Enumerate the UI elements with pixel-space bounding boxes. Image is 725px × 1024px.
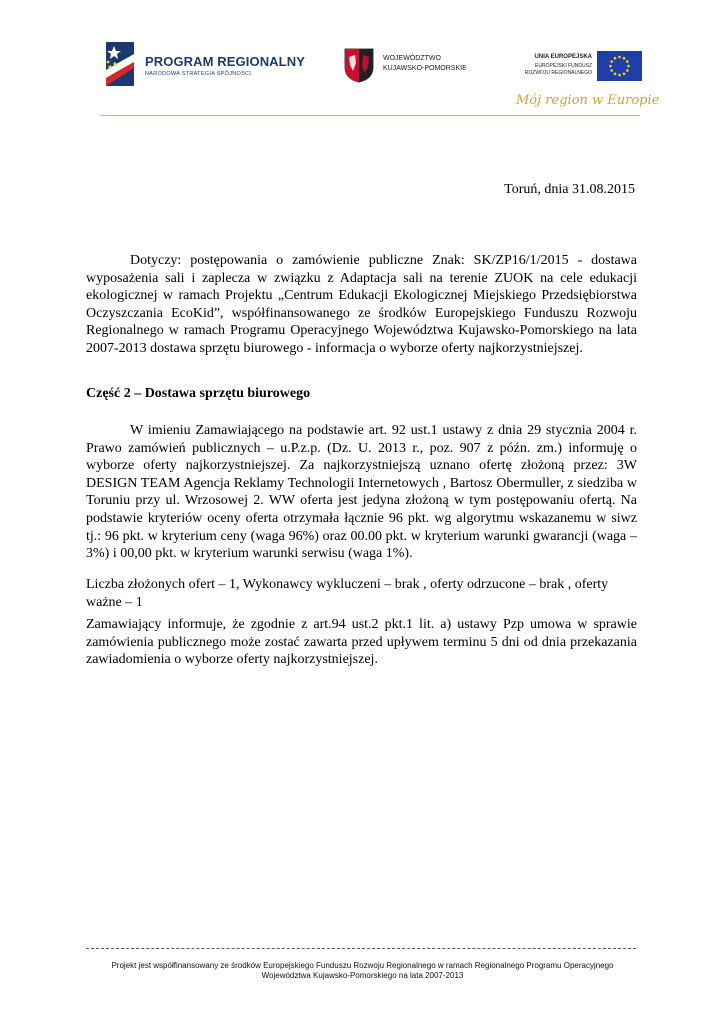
program-regionalny-logo xyxy=(100,40,305,90)
eu-fund-label-2: ROZWOJU REGIONALNEGO xyxy=(524,70,592,76)
subject-paragraph: Dotyczy: postępowania o zamówienie publiczne Znak: SK/ZP16/1/2015 - dostawa wyposażenia sali i zaplecza w związku z Adaptacja sali na terenie ZUOK na cele edukacji ekologicznej w ramach Projektu „Centrum Edukacji Ekologicznej Miejskiego Przedsiębiorstwa Oczyszczania EcoKid”, współfinansowanego ze środków Europejskiego Funduszu Rozwoju Regionalnego w ramach Programu Operacyjnego Województwa Kujawsko-Pomorskiego na lata 2007-2013 dostawa sprzętu biurowego - informacja o wyborze oferty najkorzystniejszej. xyxy=(86,253,637,356)
wojewodztwo-logo xyxy=(343,47,483,83)
motto-text: Mój region w Europie xyxy=(516,93,660,108)
kujawsko-pomorskie-crest-icon xyxy=(343,47,375,83)
section-heading: Część 2 – Dostawa sprzętu biurowego xyxy=(86,386,311,401)
footer-divider xyxy=(86,948,636,949)
kujawsko-pomorskie-label: KUJAWSKO-POMORSKIE xyxy=(383,65,467,72)
program-regionalny-subtitle: NARODOWA STRATEGIA SPÓJNOŚCI xyxy=(145,71,252,77)
program-regionalny-title: PROGRAM REGIONALNY xyxy=(145,54,305,69)
footer-line-1: Projekt jest współfinansowany ze środków Europejskiego Funduszu Rozwoju Regionalnego w ramach Regionalnego Programu Operacyjnego xyxy=(111,961,614,970)
program-regionalny-emblem-icon xyxy=(100,40,140,88)
document-date: Toruń, dnia 31.08.2015 xyxy=(504,182,635,197)
footer-note xyxy=(80,961,645,981)
eu-fund-label: EUROPEJSKI FUNDUSZ xyxy=(535,63,592,69)
eu-flag-icon xyxy=(597,51,642,81)
eu-label: UNIA EUROPEJSKA xyxy=(534,54,592,60)
eu-logo xyxy=(512,49,642,83)
header-divider xyxy=(100,115,640,116)
wojewodztwo-label: WOJEWÓDZTWO xyxy=(383,55,441,62)
closing-paragraph: Zamawiający informuje, że zgodnie z art.94 ust.2 pkt.1 lit. a) ustawy Pzp umowa w sprawie zamówienia publicznego może zostać zawarta przed upływem terminu 5 dni od dnia przekazania zawiadomienia o wyborze oferty najkorzystniejszej. xyxy=(86,617,637,668)
footer-line-2: Województwa Kujawsko-Pomorskiego na lata 2007-2013 xyxy=(261,971,464,980)
award-paragraph: W imieniu Zamawiającego na podstawie art. 92 ust.1 ustawy z dnia 29 stycznia 2004 r. Prawo zamówień publicznych – u.P.z.p. (Dz. U. 2013 r., poz. 907 z późn. zm.) informuję o wyborze oferty najkorzystniejszej. Za najkorzystniejszą uznano ofertę złożoną przez: 3W DESIGN TEAM Agencja Reklamy Technologii Internetowych , Bartosz Obermuller, z siedziba w Toruniu przy ul. Wrzosowej 2. WW oferta jest jedyna złożoną w tym postępowaniu ofertą. Na podstawie kryteriów oceny oferta otrzymała łącznie 96 pkt. wg algorytmu wskazanemu w siwz tj.: 96 pkt. w kryterium ceny (waga 96%) oraz 00.00 pkt. w kryterium warunki gwarancji (waga – 3%) i 00,00 pkt. w kryterium warunki serwisu (waga 1%). xyxy=(86,423,637,562)
offers-summary-paragraph: Liczba złożonych ofert – 1, Wykonawcy wykluczeni – brak , oferty odrzucone – brak , oferty ważne – 1 xyxy=(86,577,609,610)
